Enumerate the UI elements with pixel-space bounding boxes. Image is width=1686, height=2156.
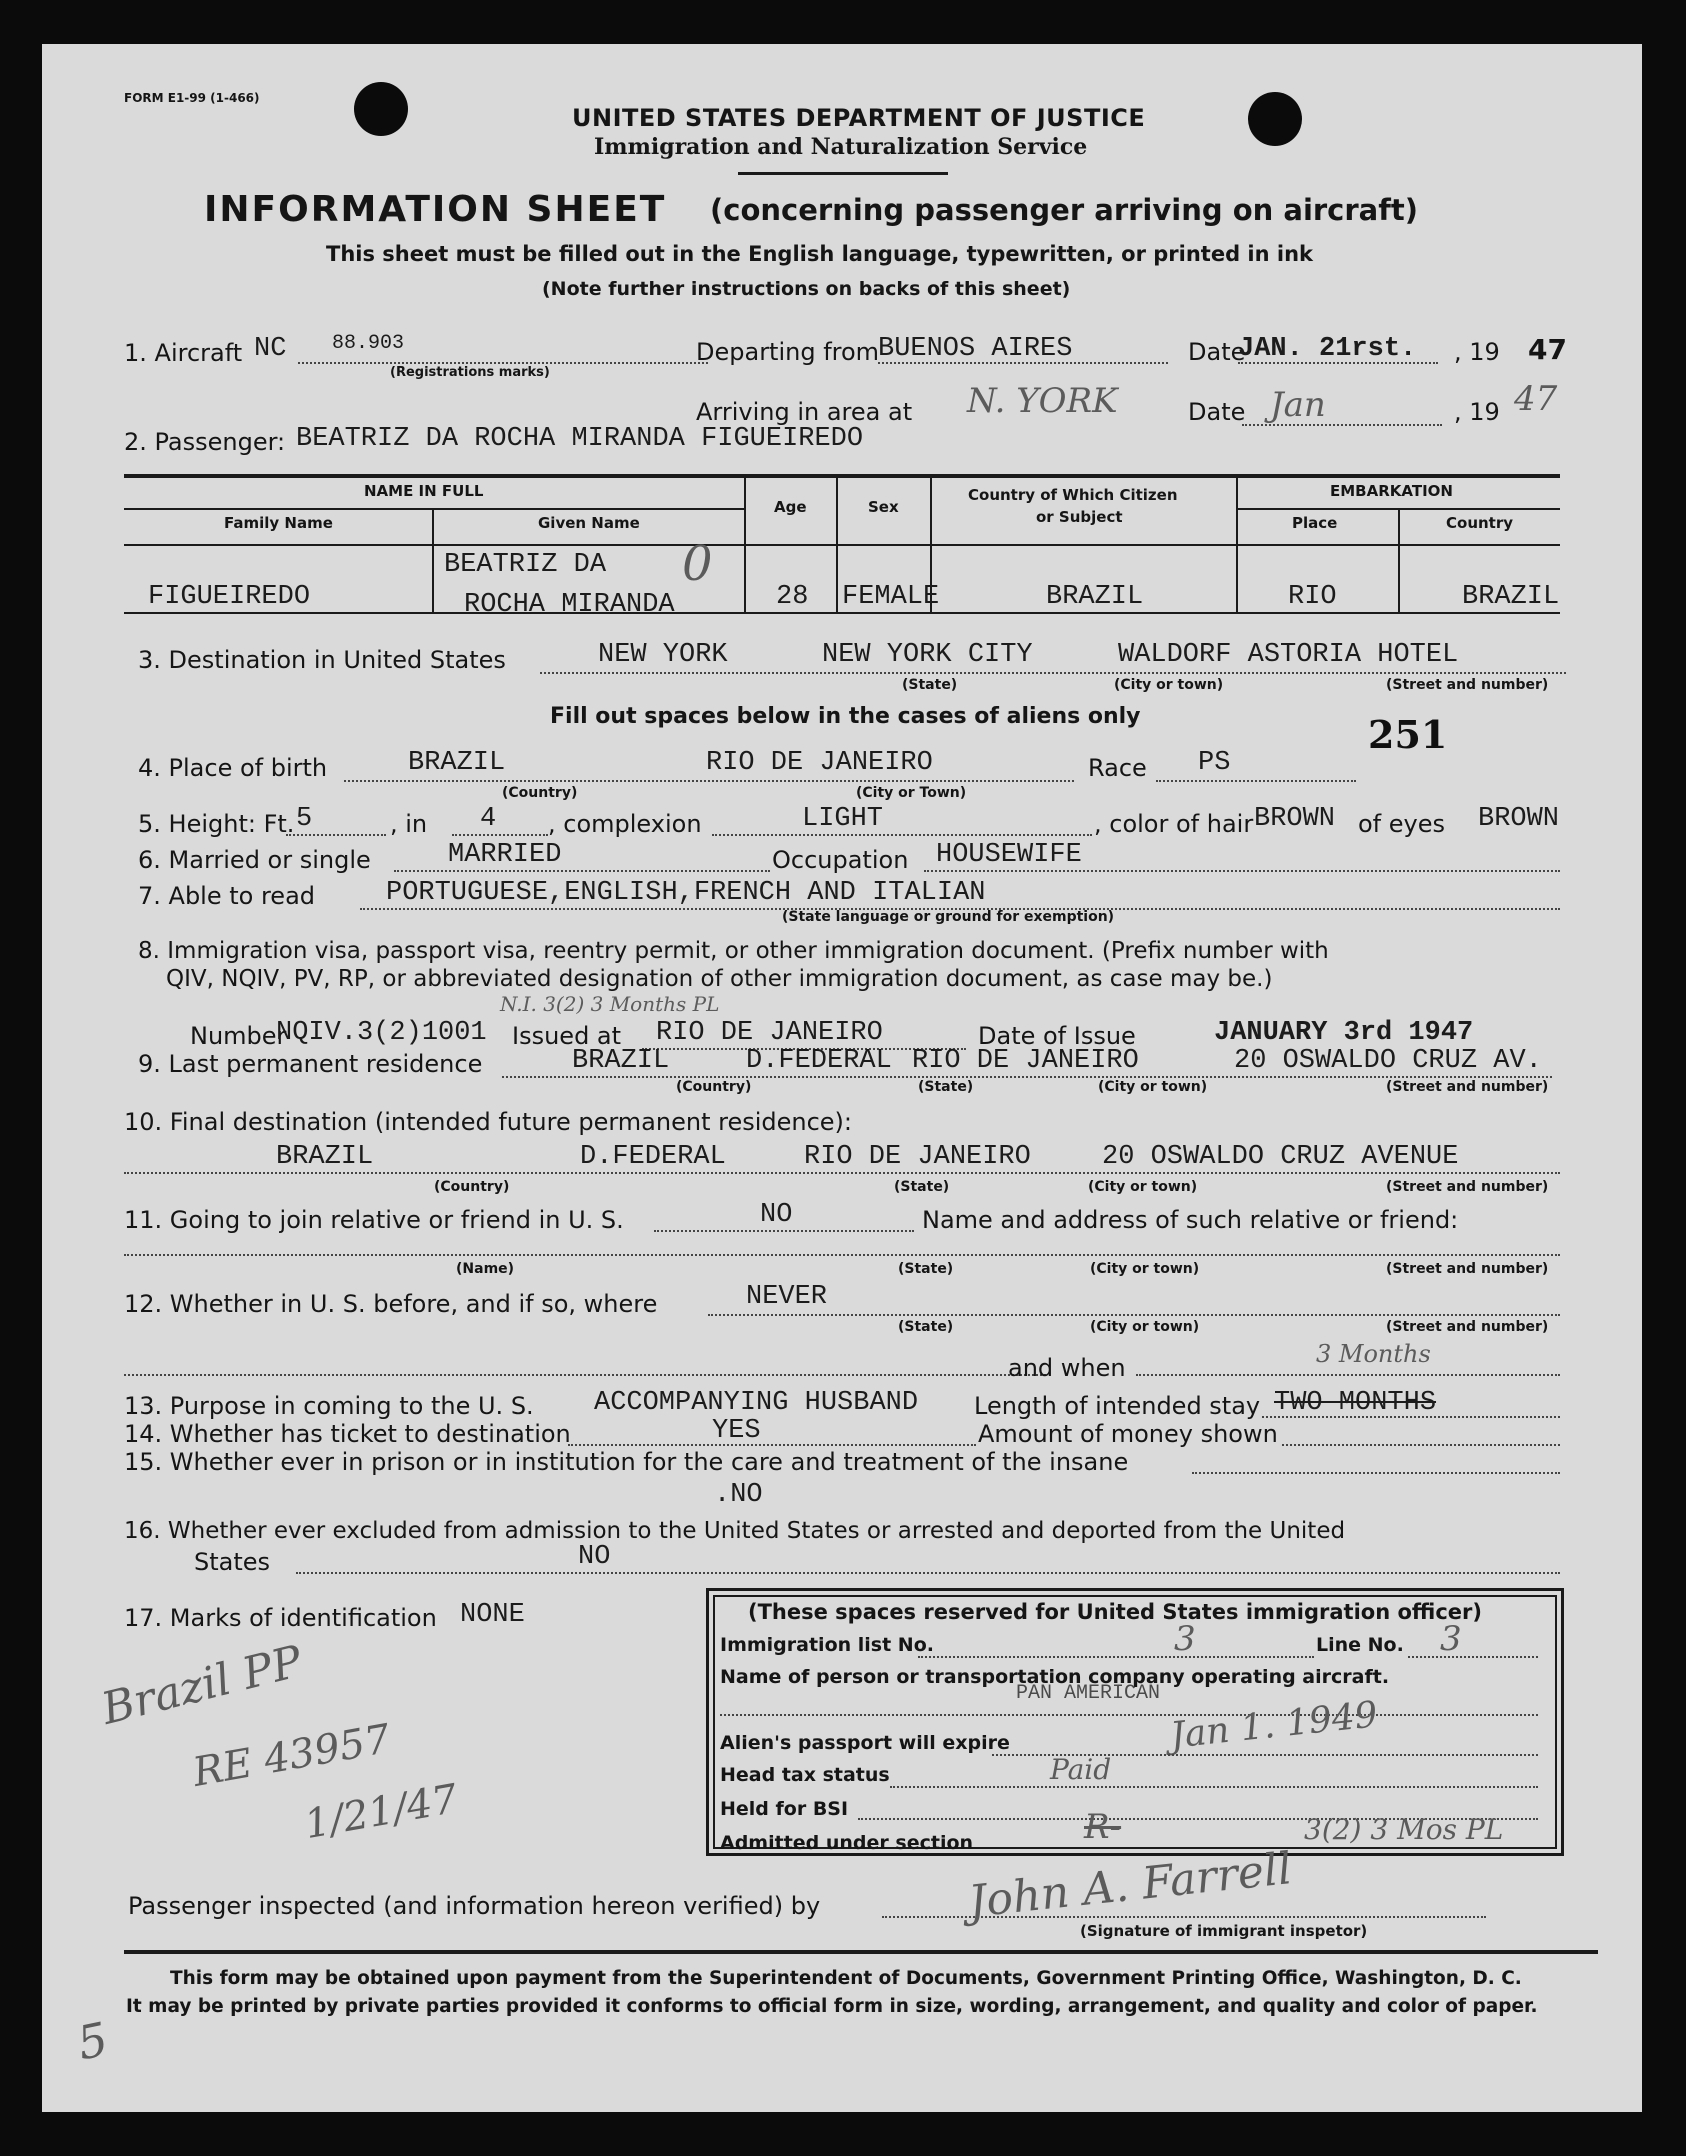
header-divider: [738, 172, 948, 175]
q1-departing-value: BUENOS AIRES: [878, 334, 1073, 364]
q1-date2-value: Jan: [1270, 385, 1326, 425]
q12-when-label: and when: [1008, 1354, 1126, 1382]
q9-country: BRAZIL: [572, 1046, 670, 1076]
officer-section-label: Admitted under section: [720, 1832, 974, 1854]
th-country-2: or Subject: [1036, 508, 1123, 526]
q10-state: D.FEDERAL: [580, 1142, 726, 1172]
q1-arriving-value: N. YORK: [967, 381, 1118, 421]
margin-note-2: RE 43957: [189, 1716, 394, 1796]
q1-year-value: 47: [1528, 333, 1567, 366]
q3-state-caption: (State): [902, 677, 958, 693]
officer-section: 3(2) 3 Mos PL: [1304, 1813, 1504, 1846]
q11-value: NO: [760, 1200, 793, 1230]
q7-languages: PORTUGUESE,ENGLISH,FRENCH AND ITALIAN: [386, 878, 986, 908]
q10-label: 10. Final destination (intended future permanent residence):: [124, 1108, 853, 1136]
th-emb-country: Country: [1446, 514, 1514, 532]
q5-hair: BROWN: [1254, 804, 1336, 834]
stamp-number: 251: [1368, 712, 1448, 757]
q16-value: NO: [578, 1542, 611, 1572]
q10-country: BRAZIL: [276, 1142, 374, 1172]
service-title: Immigration and Naturalization Service: [594, 134, 1088, 160]
q11-city-caption: (City or town): [1090, 1261, 1200, 1277]
q8-date: JANUARY 3rd 1947: [1214, 1018, 1474, 1048]
q3-state: NEW YORK: [598, 640, 728, 670]
q1-aircraft: NC: [254, 334, 287, 364]
q6-status: MARRIED: [448, 840, 562, 870]
q9-label: 9. Last permanent residence: [138, 1050, 483, 1078]
margin-note-3: 1/21/47: [301, 1775, 462, 1849]
inspected-caption: (Signature of immigrant inspetor): [1080, 1922, 1368, 1940]
q1-year2-prefix: , 19: [1454, 398, 1500, 426]
th-embarkation: EMBARKATION: [1330, 482, 1453, 500]
q9-country-caption: (Country): [676, 1079, 752, 1095]
th-family-name: Family Name: [224, 514, 333, 532]
q5-complexion-label: , complexion: [548, 810, 702, 838]
q4-country: BRAZIL: [408, 748, 506, 778]
q1-departing-label: Departing from: [696, 338, 880, 366]
footer-line-1: This form may be obtained upon payment from the Superintendent of Documents, Government Printing Office, Washington, D. C.: [170, 1968, 1522, 1989]
q1-date-value: JAN. 21rst.: [1238, 334, 1417, 364]
q11-name-caption: (Name): [456, 1261, 515, 1277]
q8-number: NQIV.3(2)1001: [276, 1018, 487, 1048]
aliens-note: Fill out spaces below in the cases of aliens only: [550, 704, 1141, 729]
q9-city: RIO DE JANEIRO: [912, 1046, 1139, 1076]
q16-line-2: States: [194, 1548, 271, 1576]
q7-label: 7. Able to read: [138, 882, 316, 910]
q10-street-caption: (Street and number): [1386, 1179, 1549, 1195]
department-title: UNITED STATES DEPARTMENT OF JUSTICE: [572, 104, 1146, 132]
q1-year2-value: 47: [1514, 379, 1558, 419]
q6-occupation: HOUSEWIFE: [936, 840, 1082, 870]
q3-street: WALDORF ASTORIA HOTEL: [1118, 640, 1459, 670]
q9-street: 20 OSWALDO CRUZ AV.: [1234, 1046, 1542, 1076]
q10-street: 20 OSWALDO CRUZ AVENUE: [1102, 1142, 1459, 1172]
officer-section-struck: R-: [1084, 1807, 1122, 1847]
q11-name-label: Name and address of such relative or friend:: [922, 1206, 1459, 1234]
td-emb-country: BRAZIL: [1462, 582, 1560, 612]
inspector-signature: John A. Farrell: [966, 1843, 1295, 1928]
inspected-label: Passenger inspected (and information hereon verified) by: [128, 1892, 821, 1920]
q5-inches: 4: [480, 804, 497, 834]
q1-registration-caption: (Registrations marks): [390, 365, 550, 380]
officer-list-no: 3: [1174, 1619, 1196, 1659]
td-family-name: FIGUEIREDO: [148, 582, 311, 612]
th-country-1: Country of Which Citizen: [968, 486, 1178, 504]
q4-race-label: Race: [1088, 754, 1147, 782]
officer-line-no: 3: [1440, 1619, 1462, 1659]
q6-label: 6. Married or single: [138, 846, 371, 874]
q2-passenger: BEATRIZ DA ROCHA MIRANDA FIGUEIREDO: [296, 424, 864, 454]
td-place: RIO: [1288, 582, 1337, 612]
q17-label: 17. Marks of identification: [124, 1604, 437, 1632]
q8-line-1: 8. Immigration visa, passport visa, reentry permit, or other immigration document. (Prefix number with: [138, 938, 1329, 964]
q12-value: NEVER: [746, 1282, 828, 1312]
q4-country-caption: (Country): [502, 785, 578, 801]
q12-state-caption: (State): [898, 1319, 954, 1335]
q14-label: 14. Whether has ticket to destination: [124, 1420, 571, 1448]
q1-date2-label: Date: [1188, 398, 1246, 426]
instructions-line-2: (Note further instructions on backs of this sheet): [542, 278, 1071, 300]
th-name-in-full: NAME IN FULL: [364, 482, 484, 500]
q5-feet: 5: [296, 804, 313, 834]
q3-street-caption: (Street and number): [1386, 677, 1549, 693]
corner-mark: 5: [72, 2011, 113, 2071]
q12-city-caption: (City or town): [1090, 1319, 1200, 1335]
q8-date-label: Date of Issue: [978, 1022, 1136, 1050]
q8-annotation: N.I. 3(2) 3 Months PL: [500, 992, 720, 1016]
q5-hair-label: , color of hair: [1094, 810, 1254, 838]
q7-caption: (State language or ground for exemption): [782, 909, 1115, 925]
q6-occupation-label: Occupation: [772, 846, 909, 874]
q1-label: 1. Aircraft: [124, 339, 243, 367]
page-subtitle: (concerning passenger arriving on aircraft): [710, 193, 1418, 227]
q8-number-label: Number: [190, 1022, 287, 1050]
q3-city: NEW YORK CITY: [822, 640, 1033, 670]
q9-state: D.FEDERAL: [746, 1046, 892, 1076]
officer-bsi-label: Held for BSI: [720, 1798, 849, 1820]
q10-state-caption: (State): [894, 1179, 950, 1195]
th-sex: Sex: [868, 498, 899, 516]
q12-street-caption: (Street and number): [1386, 1319, 1549, 1335]
q1-arriving-label: Arriving in area at: [696, 398, 913, 426]
q3-label: 3. Destination in United States: [138, 646, 506, 674]
officer-tax-label: Head tax status: [720, 1764, 890, 1786]
q11-state-caption: (State): [898, 1261, 954, 1277]
q1-registration: 88.903: [332, 332, 405, 355]
q4-label: 4. Place of birth: [138, 754, 328, 782]
officer-line-label: Line No.: [1316, 1634, 1404, 1656]
q14-money-label: Amount of money shown: [978, 1420, 1278, 1448]
td-given-name-2: ROCHA MIRANDA: [464, 590, 675, 620]
footer-line-2: It may be printed by private parties provided it conforms to official form in size, wording, arrangement, and quality and color of paper.: [126, 1996, 1538, 2017]
q5-label: 5. Height: Ft.: [138, 810, 295, 838]
q5-eyes-label: of eyes: [1358, 810, 1445, 838]
td-given-name-1: BEATRIZ DA: [444, 550, 607, 580]
q11-street-caption: (Street and number): [1386, 1261, 1549, 1277]
officer-passport-label: Alien's passport will expire: [720, 1732, 1010, 1754]
q10-city: RIO DE JANEIRO: [804, 1142, 1031, 1172]
q1-date-label: Date: [1188, 338, 1246, 366]
q13-length: TWO MONTHS: [1274, 1388, 1437, 1418]
q12-label: 12. Whether in U. S. before, and if so, where: [124, 1290, 658, 1318]
q13-length-label: Length of intended stay: [974, 1392, 1261, 1420]
q12-when-handwritten: 3 Months: [1316, 1340, 1431, 1368]
footer-divider: [124, 1950, 1598, 1954]
q14-value: YES: [712, 1416, 761, 1446]
officer-company-label: Name of person or transportation company operating aircraft.: [720, 1666, 1390, 1688]
q15-value: .NO: [714, 1480, 763, 1510]
officer-list-label: Immigration list No.: [720, 1634, 934, 1656]
th-age: Age: [774, 498, 807, 516]
form-number: FORM E1-99 (1-466): [124, 91, 260, 105]
q1-year-prefix: , 19: [1454, 338, 1500, 366]
th-given-name: Given Name: [538, 514, 640, 532]
q11-label: 11. Going to join relative or friend in U. S.: [124, 1206, 624, 1234]
instructions-line-1: This sheet must be filled out in the English language, typewritten, or printed in ink: [326, 242, 1313, 266]
form-sheet: [42, 44, 1642, 2112]
punch-hole-right: [1248, 92, 1302, 146]
td-citizen: BRAZIL: [1046, 582, 1144, 612]
q9-state-caption: (State): [918, 1079, 974, 1095]
margin-note-1: Brazil PP: [96, 1636, 308, 1735]
officer-box-title: (These spaces reserved for United States immigration officer): [748, 1600, 1482, 1624]
q13-purpose: ACCOMPANYING HUSBAND: [594, 1388, 919, 1418]
q3-city-caption: (City or town): [1114, 677, 1224, 693]
q5-complexion: LIGHT: [802, 804, 884, 834]
q10-city-caption: (City or town): [1088, 1179, 1198, 1195]
page-title: INFORMATION SHEET: [204, 189, 667, 230]
q4-race: PS: [1198, 748, 1231, 778]
td-age: 28: [776, 582, 809, 612]
given-name-handwritten-mark: 0: [682, 536, 713, 592]
th-place: Place: [1292, 514, 1338, 532]
q2-label: 2. Passenger:: [124, 428, 286, 456]
q13-label: 13. Purpose in coming to the U. S.: [124, 1392, 534, 1420]
officer-tax: Paid: [1050, 1753, 1112, 1786]
q15-label: 15. Whether ever in prison or in institution for the care and treatment of the insane: [124, 1448, 1129, 1476]
q5-in-label: , in: [390, 810, 428, 838]
td-sex: FEMALE: [842, 582, 940, 612]
officer-passport: Jan 1. 1949: [1168, 1694, 1380, 1757]
q5-eyes: BROWN: [1478, 804, 1560, 834]
q17-value: NONE: [460, 1600, 525, 1630]
q9-street-caption: (Street and number): [1386, 1079, 1549, 1095]
q4-city-caption: (City or Town): [856, 785, 967, 801]
q4-city: RIO DE JANEIRO: [706, 748, 933, 778]
officer-company: PAN AMERICAN: [1016, 1682, 1161, 1705]
punch-hole-left: [354, 82, 408, 136]
q9-city-caption: (City or town): [1098, 1079, 1208, 1095]
q16-line-1: 16. Whether ever excluded from admission to the United States or arrested and deported from the United: [124, 1518, 1346, 1544]
q10-country-caption: (Country): [434, 1179, 510, 1195]
q8-line-2: QIV, NQIV, PV, RP, or abbreviated designation of other immigration document, as case may be.): [166, 966, 1273, 992]
q8-issued-label: Issued at: [512, 1022, 622, 1050]
q8-issued-at: RIO DE JANEIRO: [656, 1018, 883, 1048]
